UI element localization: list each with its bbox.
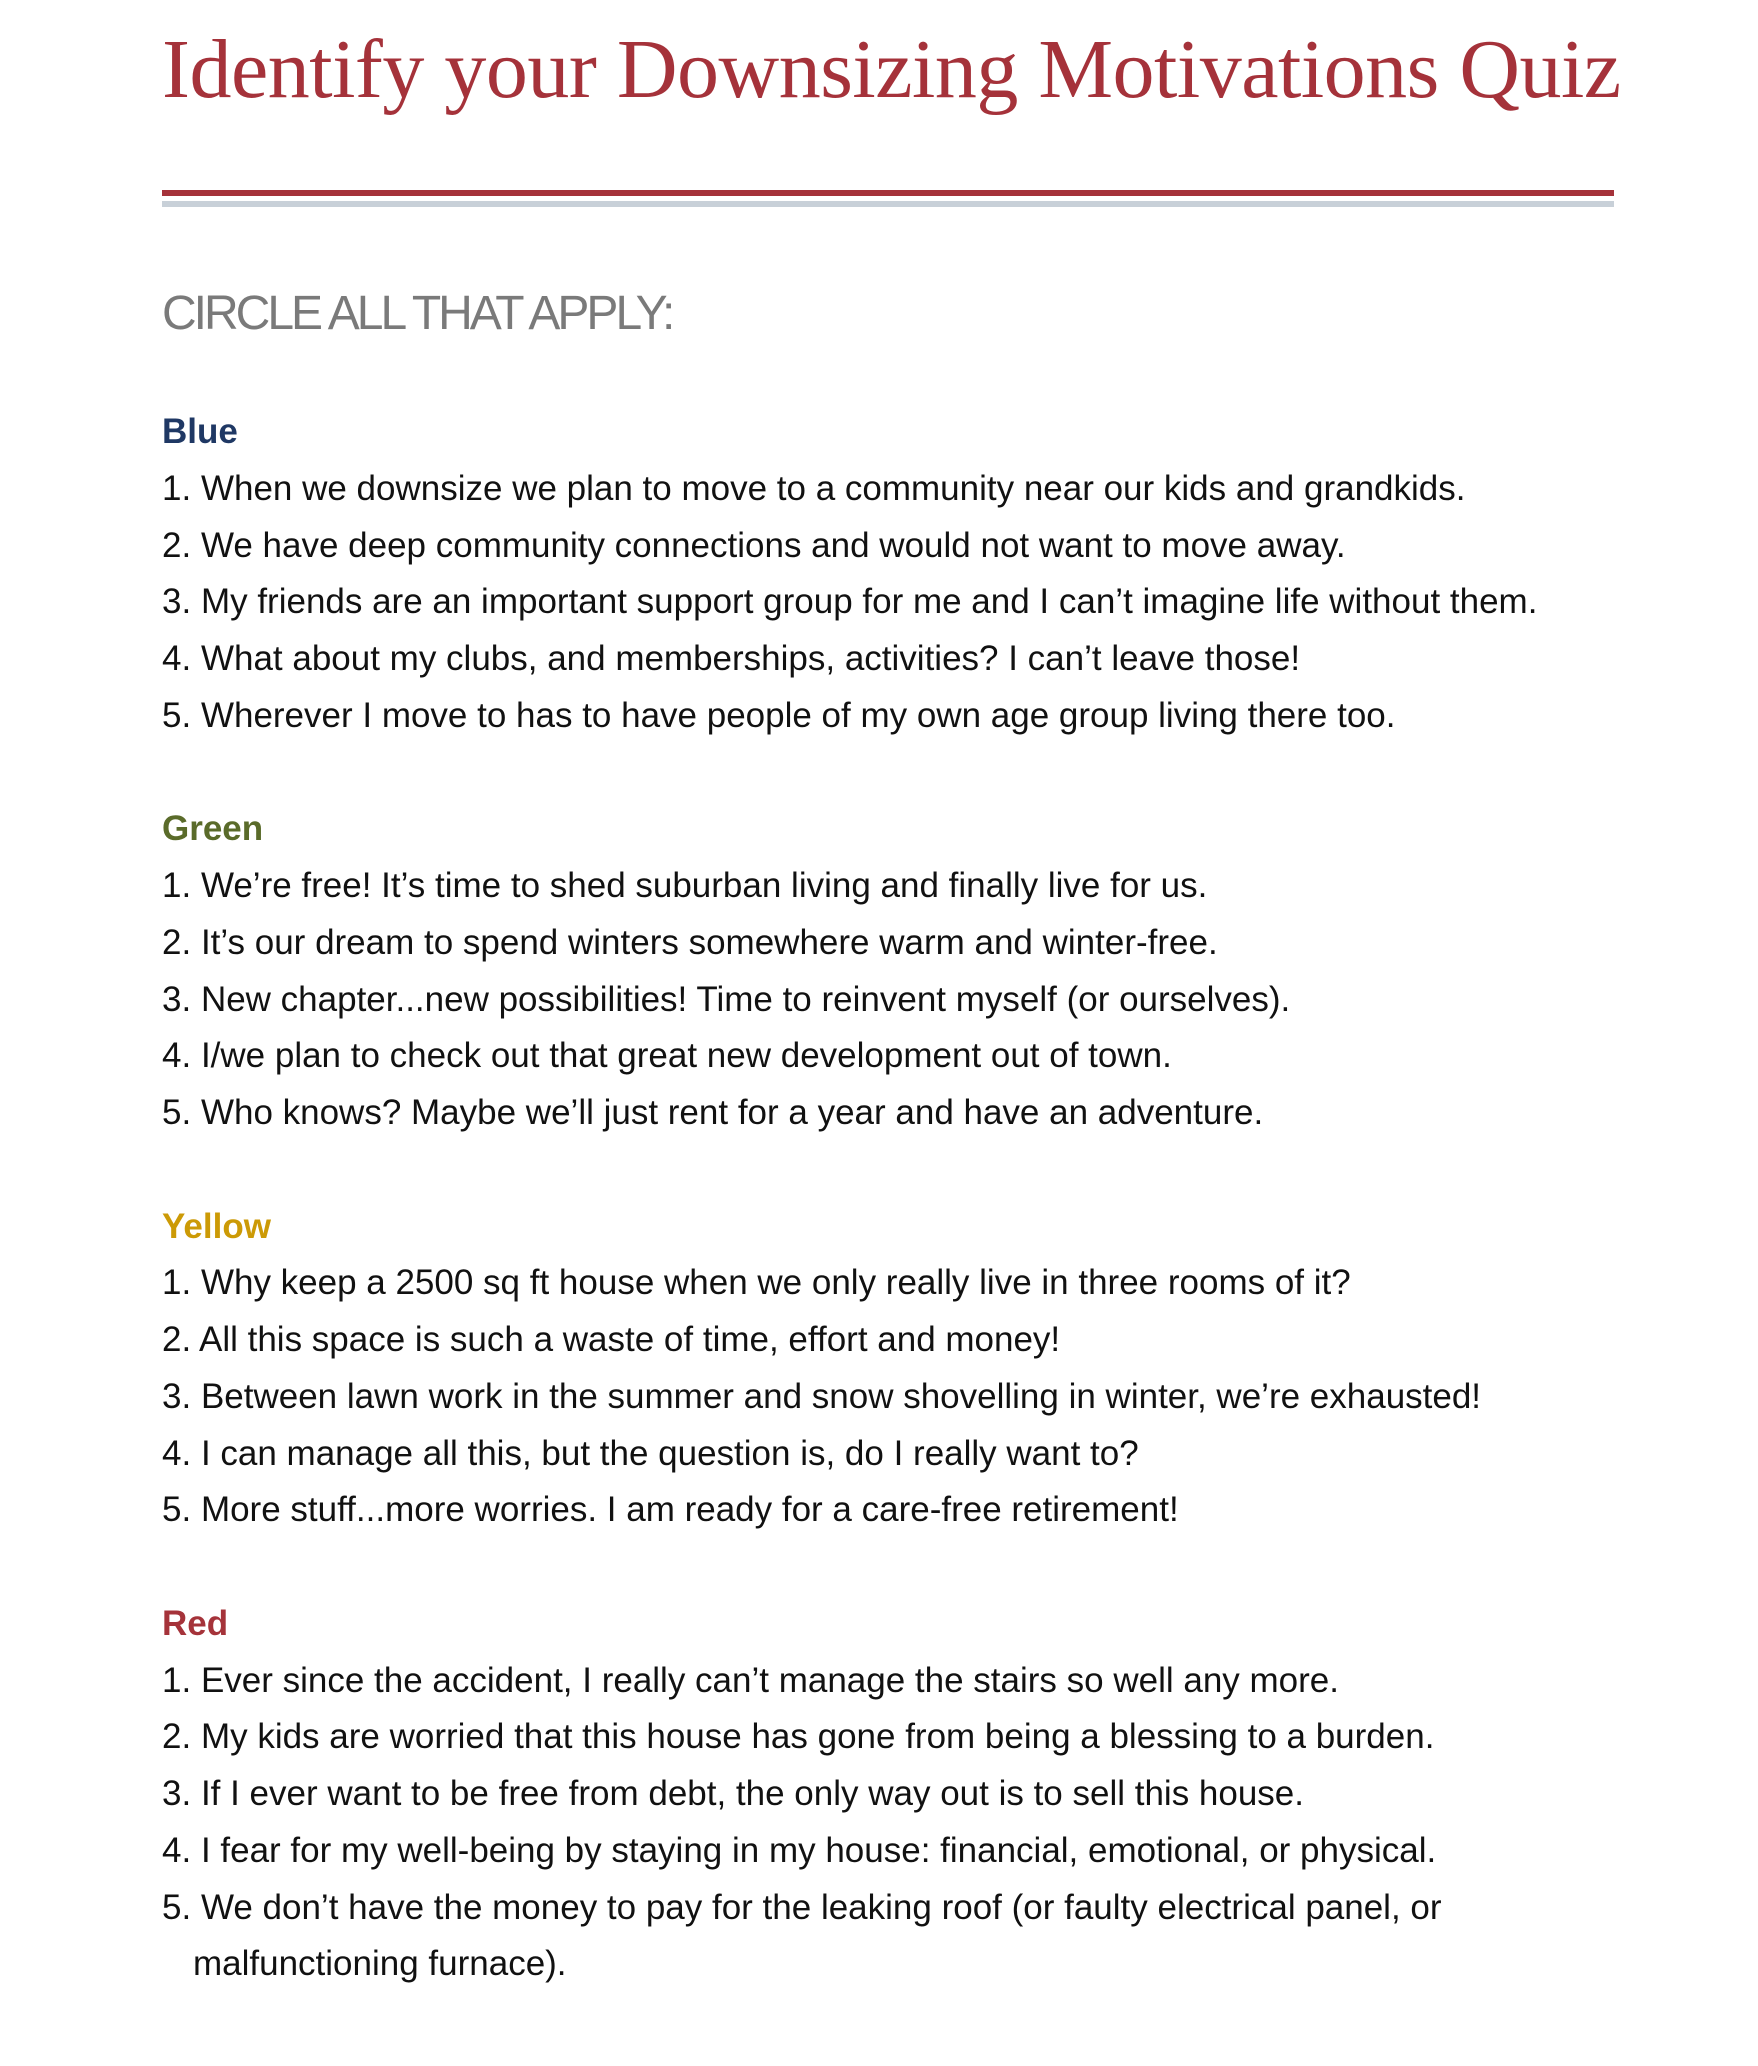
item-number: 4. bbox=[162, 1036, 192, 1076]
quiz-item[interactable] bbox=[162, 1369, 1553, 1426]
item-number: 3. bbox=[162, 582, 192, 622]
quiz-item[interactable] bbox=[162, 1653, 1553, 1710]
item-text: I/we plan to check out that great new development out of town. bbox=[200, 1036, 1172, 1076]
item-number: 4. bbox=[162, 1830, 192, 1870]
item-text: When we downsize we plan to move to a community near our kids and grandkids. bbox=[200, 468, 1466, 508]
section-yellow bbox=[162, 1199, 1642, 1540]
item-number: 2. bbox=[162, 1717, 192, 1757]
item-number: 2. bbox=[162, 1320, 192, 1359]
item-number: 4. bbox=[162, 639, 192, 678]
item-number: 3. bbox=[162, 979, 192, 1019]
item-text: It’s our dream to spend winters somewhere warm and winter-free. bbox=[200, 922, 1218, 962]
section-blue bbox=[162, 404, 1642, 745]
quiz-item[interactable] bbox=[162, 461, 1553, 518]
item-number: 4. bbox=[162, 1433, 192, 1473]
item-number: 5. bbox=[162, 695, 192, 735]
quiz-item[interactable] bbox=[162, 1823, 1553, 1880]
item-number: 1. bbox=[162, 1660, 192, 1700]
quiz-sections bbox=[162, 404, 1642, 2050]
item-number: 2. bbox=[162, 525, 192, 565]
item-text: We have deep community connections and would not want to move away. bbox=[200, 525, 1346, 565]
item-list bbox=[162, 1255, 1642, 1539]
item-number: 5. bbox=[162, 1490, 192, 1530]
item-text: New chapter...new possibilities! Time to reinvent myself (or ourselves). bbox=[200, 979, 1291, 1019]
item-number: 1. bbox=[162, 468, 192, 508]
title-rule-secondary bbox=[162, 201, 1614, 207]
quiz-item[interactable] bbox=[162, 1312, 1553, 1369]
item-text: Wherever I move to has to have people of my own age group living there too. bbox=[200, 695, 1396, 735]
section-heading: Yellow bbox=[162, 1206, 271, 1246]
item-number: 3. bbox=[162, 1376, 192, 1416]
quiz-item[interactable] bbox=[162, 972, 1553, 1029]
page-title: Identify your Downsizing Motivations Quiz bbox=[162, 23, 1621, 116]
quiz-item[interactable] bbox=[162, 1426, 1553, 1483]
section-green bbox=[162, 801, 1642, 1142]
item-text: I can manage all this, but the question is, do I really want to? bbox=[200, 1433, 1139, 1473]
quiz-item[interactable] bbox=[162, 574, 1553, 631]
section-red bbox=[162, 1596, 1642, 1993]
item-list bbox=[162, 461, 1642, 745]
quiz-item[interactable] bbox=[162, 631, 1553, 688]
title-rule-primary bbox=[162, 190, 1614, 196]
item-text: Why keep a 2500 sq ft house when we only really live in three rooms of it? bbox=[200, 1263, 1351, 1303]
quiz-item[interactable] bbox=[162, 858, 1553, 915]
item-text: Between lawn work in the summer and snow shovelling in winter, we’re exhausted! bbox=[200, 1376, 1482, 1416]
section-heading: Green bbox=[162, 809, 264, 849]
item-number: 5. bbox=[162, 1887, 192, 1927]
section-heading: Blue bbox=[162, 412, 238, 451]
section-heading: Red bbox=[162, 1603, 229, 1643]
instruction-text: CIRCLE ALL THAT APPLY: bbox=[162, 287, 673, 340]
item-text: What about my clubs, and memberships, activities? I can’t leave those! bbox=[200, 639, 1301, 678]
item-list bbox=[162, 858, 1642, 1142]
item-list bbox=[162, 1653, 1642, 1994]
item-text: If I ever want to be free from debt, the only way out is to sell this house. bbox=[200, 1774, 1305, 1813]
item-text: More stuff...more worries. I am ready for a care-free retirement! bbox=[200, 1490, 1179, 1530]
item-text: I fear for my well-being by staying in my house: financial, emotional, or physical. bbox=[200, 1830, 1437, 1870]
quiz-item[interactable] bbox=[162, 915, 1553, 972]
item-number: 5. bbox=[162, 1093, 192, 1132]
item-text: We’re free! It’s time to shed suburban living and finally live for us. bbox=[200, 866, 1208, 905]
item-number: 3. bbox=[162, 1774, 192, 1813]
quiz-item[interactable] bbox=[162, 1085, 1553, 1142]
quiz-item[interactable] bbox=[162, 688, 1553, 745]
item-number: 1. bbox=[162, 1263, 192, 1303]
item-text: Who knows? Maybe we’ll just rent for a year and have an adventure. bbox=[200, 1093, 1264, 1132]
quiz-item[interactable] bbox=[162, 518, 1553, 575]
item-number: 1. bbox=[162, 866, 192, 905]
quiz-item[interactable] bbox=[162, 1482, 1553, 1539]
quiz-item[interactable] bbox=[162, 1709, 1553, 1766]
quiz-item[interactable] bbox=[162, 1766, 1553, 1823]
quiz-item[interactable] bbox=[162, 1255, 1553, 1312]
item-text: We don’t have the money to pay for the leaking roof (or faulty electrical panel, or malfunctioning furnace). bbox=[193, 1887, 1442, 1984]
item-text: Ever since the accident, I really can’t manage the stairs so well any more. bbox=[200, 1660, 1339, 1700]
item-number: 2. bbox=[162, 922, 192, 962]
quiz-item[interactable] bbox=[162, 1028, 1553, 1085]
quiz-item[interactable] bbox=[162, 1880, 1553, 1994]
item-text: All this space is such a waste of time, effort and money! bbox=[199, 1320, 1061, 1359]
item-text: My friends are an important support group for me and I can’t imagine life without them. bbox=[200, 582, 1538, 622]
item-text: My kids are worried that this house has gone from being a blessing to a burden. bbox=[200, 1717, 1435, 1757]
